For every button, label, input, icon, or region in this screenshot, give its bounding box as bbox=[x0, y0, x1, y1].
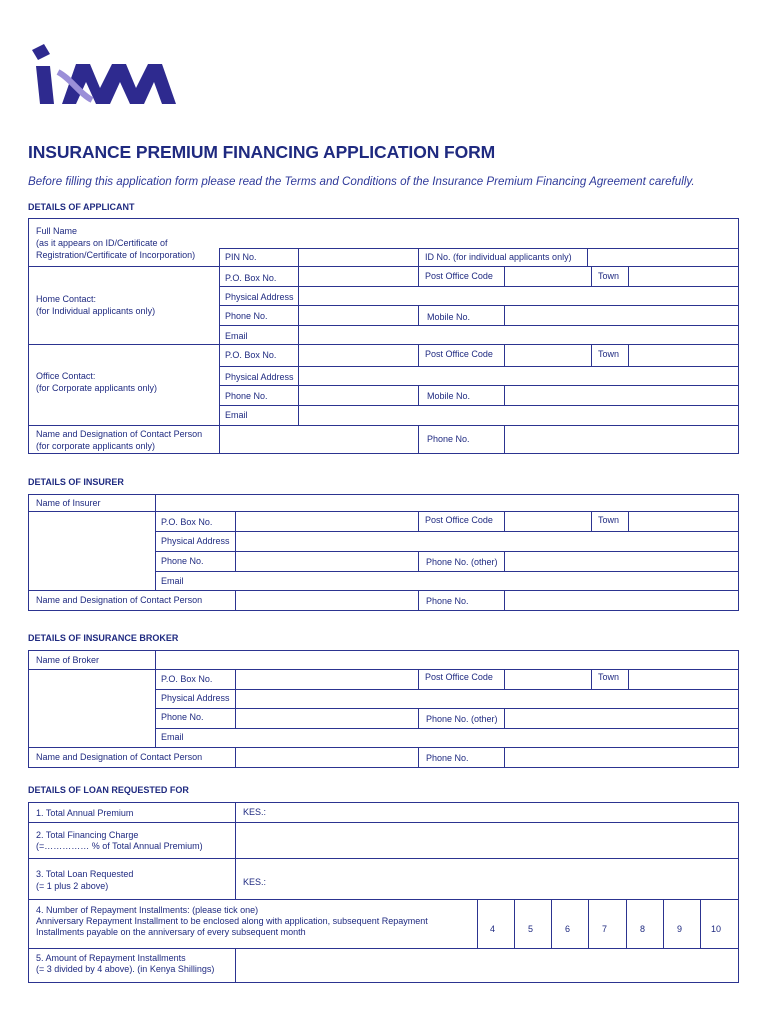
broker-physical-address-label: Physical Address bbox=[161, 693, 230, 703]
total-loan-requested-note: (= 1 plus 2 above) bbox=[36, 881, 109, 891]
home-contact-note: (for Individual applicants only) bbox=[36, 306, 156, 316]
installment-option-7[interactable]: 7 bbox=[602, 924, 608, 934]
home-po-box-label: P.O. Box No. bbox=[225, 273, 277, 283]
insurer-phone-label: Phone No. bbox=[161, 556, 204, 566]
form-subtitle: Before filling this application form please read the Terms and Conditions of the Insurance Premium Financing Agreement carefully. bbox=[28, 175, 695, 188]
insurer-name-label: Name of Insurer bbox=[36, 498, 101, 508]
insurer-table bbox=[28, 494, 739, 611]
home-phone-label: Phone No. bbox=[225, 311, 268, 321]
broker-heading: DETAILS OF INSURANCE BROKER bbox=[28, 633, 179, 643]
insurer-town-label: Town bbox=[598, 515, 620, 525]
home-mobile-label: Mobile No. bbox=[427, 312, 471, 322]
contact-person-phone-label: Phone No. bbox=[427, 434, 470, 444]
insurer-po-box-label: P.O. Box No. bbox=[161, 517, 213, 527]
installment-option-9[interactable]: 9 bbox=[677, 924, 683, 934]
loan-heading: DETAILS OF LOAN REQUESTED FOR bbox=[28, 785, 189, 795]
form-title: INSURANCE PREMIUM FINANCING APPLICATION FORM bbox=[28, 142, 496, 162]
total-loan-requested-kes: KES.: bbox=[243, 877, 267, 887]
broker-phone-label: Phone No. bbox=[161, 712, 204, 722]
applicant-table bbox=[28, 218, 739, 454]
broker-contact-person-label: Name and Designation of Contact Person bbox=[36, 752, 203, 762]
insurer-email-label: Email bbox=[161, 576, 184, 586]
broker-po-box-label: P.O. Box No. bbox=[161, 674, 213, 684]
insurer-heading: DETAILS OF INSURER bbox=[28, 477, 124, 487]
office-contact-label: Office Contact: bbox=[36, 371, 96, 381]
total-financing-charge-note: (=…………… % of Total Annual Premium) bbox=[36, 841, 203, 851]
applicant-heading: DETAILS OF APPLICANT bbox=[28, 202, 135, 212]
broker-email-label: Email bbox=[161, 732, 184, 742]
full-name-note: (as it appears on ID/Certificate of bbox=[36, 238, 168, 248]
broker-post-office-code-label: Post Office Code bbox=[425, 672, 493, 682]
insurer-physical-address-label: Physical Address bbox=[161, 536, 230, 546]
pin-label: PIN No. bbox=[225, 252, 257, 262]
loan-table bbox=[28, 802, 739, 983]
home-town-label: Town bbox=[598, 271, 620, 281]
office-email-label: Email bbox=[225, 410, 248, 420]
broker-table bbox=[28, 650, 739, 768]
home-physical-address-label: Physical Address bbox=[225, 292, 294, 302]
repayment-installments-note: Anniversary Repayment Installment to be enclosed along with application, subsequent Repayment bbox=[36, 916, 428, 926]
svg-text:&: & bbox=[54, 81, 65, 97]
repayment-installments-note-2: Installments payable on the anniversary of every subsequent month bbox=[36, 927, 306, 937]
total-annual-premium-kes: KES.: bbox=[243, 807, 267, 817]
total-annual-premium-label: 1. Total Annual Premium bbox=[36, 808, 134, 818]
installment-option-4[interactable]: 4 bbox=[490, 924, 496, 934]
repayment-installments-label: 4. Number of Repayment Installments: (please tick one) bbox=[36, 905, 259, 915]
broker-contact-phone-label: Phone No. bbox=[426, 753, 469, 763]
repayment-amount-label: 5. Amount of Repayment Installments bbox=[36, 953, 186, 963]
office-phone-label: Phone No. bbox=[225, 391, 268, 401]
installment-option-8[interactable]: 8 bbox=[640, 924, 646, 934]
office-town-label: Town bbox=[598, 349, 620, 359]
full-name-label: Full Name bbox=[36, 226, 78, 236]
installment-option-6[interactable]: 6 bbox=[565, 924, 571, 934]
full-name-note-2: Registration/Certificate of Incorporation) bbox=[36, 250, 196, 260]
im-logo bbox=[30, 42, 180, 108]
total-loan-requested-label: 3. Total Loan Requested bbox=[36, 869, 134, 879]
insurer-contact-phone-label: Phone No. bbox=[426, 596, 469, 606]
broker-name-label: Name of Broker bbox=[36, 655, 100, 665]
home-post-office-code-label: Post Office Code bbox=[425, 271, 493, 281]
contact-person-note: (for corporate applicants only) bbox=[36, 441, 156, 451]
contact-person-label: Name and Designation of Contact Person bbox=[36, 429, 203, 439]
office-po-box-label: P.O. Box No. bbox=[225, 350, 277, 360]
broker-town-label: Town bbox=[598, 672, 620, 682]
id-no-label: ID No. (for individual applicants only) bbox=[425, 252, 572, 262]
insurer-phone-other-label: Phone No. (other) bbox=[426, 557, 498, 567]
office-physical-address-label: Physical Address bbox=[225, 372, 294, 382]
office-post-office-code-label: Post Office Code bbox=[425, 349, 493, 359]
home-contact-label: Home Contact: bbox=[36, 294, 97, 304]
total-financing-charge-label: 2. Total Financing Charge bbox=[36, 830, 139, 840]
installment-option-5[interactable]: 5 bbox=[528, 924, 534, 934]
installment-option-10[interactable]: 10 bbox=[711, 924, 722, 934]
insurer-post-office-code-label: Post Office Code bbox=[425, 515, 493, 525]
repayment-amount-note: (= 3 divided by 4 above). (in Kenya Shillings) bbox=[36, 964, 215, 974]
broker-phone-other-label: Phone No. (other) bbox=[426, 714, 498, 724]
home-email-label: Email bbox=[225, 331, 248, 341]
office-contact-note: (for Corporate applicants only) bbox=[36, 383, 158, 393]
office-mobile-label: Mobile No. bbox=[427, 391, 471, 401]
insurer-contact-person-label: Name and Designation of Contact Person bbox=[36, 595, 203, 605]
